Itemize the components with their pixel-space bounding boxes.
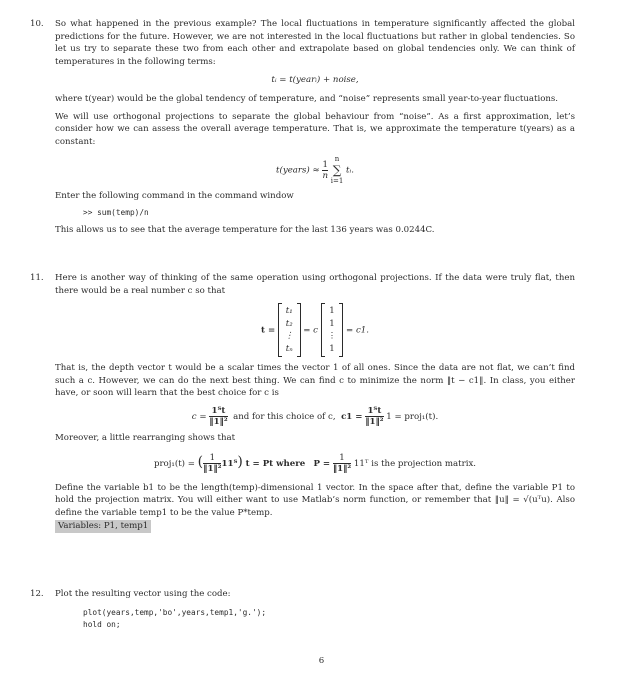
proj-lhs: proj₁(t) = — [153, 458, 195, 469]
proj-mid: 11ᵀ — [221, 458, 238, 469]
vector-t — [278, 303, 301, 357]
item-number: 10. — [30, 19, 44, 29]
code-block — [83, 607, 575, 631]
code-line: hold on; — [83, 619, 121, 629]
variables-row — [55, 520, 575, 533]
c-mid: and for this choice of c, — [233, 411, 336, 422]
where-text: where t(year) would be the global tendency of temperature, and “noise” represents small year-to-year fluctuations. — [55, 93, 559, 104]
result-text: This allows us to see that the average temperature for the last 136 years was 0.0244C. — [55, 224, 435, 235]
eq2-tail: tᵢ. — [346, 165, 354, 176]
vec-t-entry: ⋮ — [284, 331, 294, 342]
c1-tail: 1 = proj₁(t). — [386, 411, 439, 422]
eq2-lhs: t(years) ≈ — [276, 165, 320, 176]
proj-tail: t = Pt where — [245, 458, 306, 469]
c1-fraction — [365, 406, 383, 427]
P-num: 1 — [339, 452, 345, 463]
sum-top: n — [334, 155, 340, 164]
P-den: ‖1‖² — [332, 463, 352, 474]
c-fraction — [209, 406, 227, 427]
variables-tag: Variables: P1, temp1 — [55, 520, 151, 533]
depth-vector-text: That is, the depth vector t would be a scalar times the vector 1 of all ones. Since the data are not flat, we can’t find such a c. However, we can do the next best thing. We can find c to minimize the norm ‖t − c1‖. In class, you either have, or soon will learn that the best choice for c is — [55, 363, 575, 399]
vec-one-entry: 1 — [329, 318, 335, 329]
proj-den: ‖1‖² — [203, 463, 222, 474]
proj-fraction — [203, 453, 221, 474]
projection-intro: We will use orthogonal projections to separate the global behaviour from “noise”. As a first approximation, let’s consider how we can assess the overall average temperature. That is, we approximate the temperature t(years) as a constant: — [55, 111, 575, 147]
c1-lhs: c1 = — [341, 411, 363, 422]
item-number: 11. — [30, 273, 44, 283]
c-lhs: c = — [191, 411, 207, 422]
eq2-den: n — [322, 170, 328, 181]
eq2-sum — [331, 154, 344, 186]
vec-label: t = — [261, 325, 276, 336]
vector-ones — [321, 303, 344, 357]
vec-t-entry: t₁ — [285, 306, 293, 317]
equation-vector — [55, 303, 575, 357]
c-num: 1ᵀt — [211, 405, 226, 416]
define-text: Define the variable b1 to be the length(temp)-dimensional 1 vector. In the space after that, define the variable P1 to hold the projection matrix. You will either want to use Matlab’s norm function, or remember that ‖u‖ = √(uᵀu). Also define the variable temp1 to be the value P*temp. — [55, 482, 575, 518]
equation-average — [55, 154, 575, 186]
item-number: 12. — [30, 589, 44, 599]
item-intro: Plot the resulting vector using the code: — [55, 589, 231, 599]
eq2-fraction — [322, 160, 328, 181]
command-line: >> sum(temp)/n — [83, 207, 149, 217]
P-fraction — [333, 453, 351, 474]
item-intro: Here is another way of thinking of the same operation using orthogonal projections. If the data were truly flat, then there would be a real number c so that — [55, 273, 575, 296]
item-10 — [30, 18, 575, 237]
c1-num: 1ᵀt — [367, 405, 382, 416]
page-number: 6 — [318, 656, 325, 666]
code-line: plot(years,temp,'bo',years,temp1,'g.'); — [83, 607, 267, 617]
paren-left: ( — [197, 453, 204, 470]
eq2-num: 1 — [322, 159, 328, 170]
vec-one-entry: 1 — [329, 343, 335, 354]
equation-noise: tᵢ = t(yearᵢ) + noise, — [271, 75, 359, 86]
proj-num: 1 — [209, 452, 216, 463]
paren-right: ) — [237, 453, 243, 470]
item-11 — [30, 272, 575, 533]
vec-t-entry: tₙ — [285, 343, 293, 354]
vec-one-entry: 1 — [329, 306, 335, 317]
eq-tail: = c1. — [346, 325, 369, 336]
c-den: ‖1‖² — [209, 416, 228, 427]
enter-text: Enter the following command in the command window — [55, 191, 294, 202]
equation-best-c — [55, 406, 575, 427]
equation-projection — [55, 453, 575, 474]
sum-bottom: i=1 — [330, 177, 344, 186]
P-lhs: P = — [313, 458, 331, 469]
vec-t-entry: t₂ — [285, 318, 293, 329]
P-tail: 11ᵀ is the projection matrix. — [353, 458, 477, 469]
item-12 — [30, 588, 575, 631]
sum-sign: ∑ — [332, 163, 342, 178]
item-intro: So what happened in the previous example? The local fluctuations in temperature significantly affected the global predictions for the future. However, we are not interested in the local fluctuations but rather in global tendencies. So let us try to separate these two from each other and extrapolate based on global tendencies only. We can think of temperatures in the following terms: — [55, 19, 575, 67]
vec-one-entry: ⋮ — [327, 331, 337, 342]
moreover-text: Moreover, a little rearranging shows that — [55, 432, 236, 443]
eq-c: = c — [303, 325, 318, 336]
c1-den: ‖1‖² — [365, 416, 384, 427]
